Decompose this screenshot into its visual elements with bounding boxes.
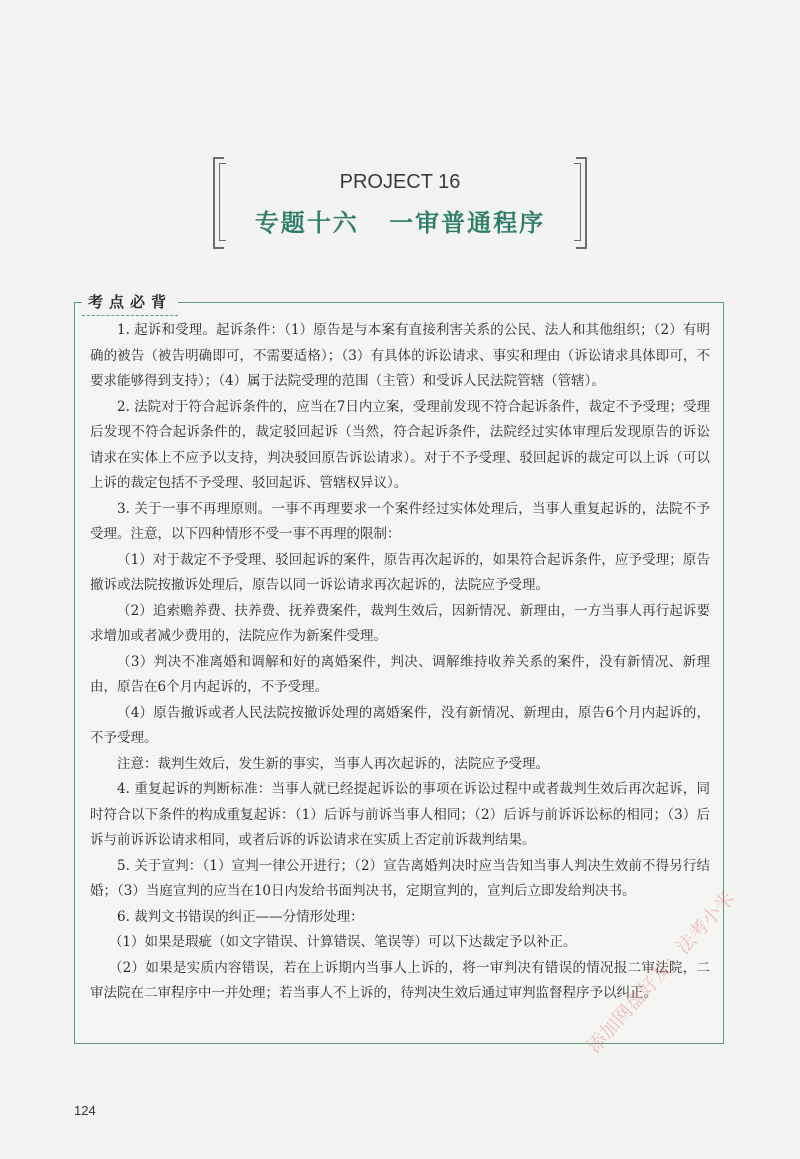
- paragraph: （3）判决不准离婚和调解和好的离婚案件，判决、调解维持收养关系的案件，没有新情况、新理由，原告在6个月内起诉的，不予受理。: [90, 653, 710, 695]
- paragraph: 注意：裁判生效后，发生新的事实，当事人再次起诉的，法院应予受理。: [117, 755, 549, 772]
- paragraph: 4. 重复起诉的判断标准：当事人就已经提起诉讼的事项在诉讼过程中或者裁判生效后再次起诉，同时符合以下条件的构成重复起诉：（1）后诉与前诉当事人相同；（2）后诉与前诉诉讼标的相同；（3）后诉与前诉诉讼请求相同，或者后诉的诉讼请求在实质上否定前诉裁判结果。: [90, 781, 710, 848]
- paragraph: （1）如果是瑕疵（如文字错误、计算错误、笔误等）可以下达裁定予以补正。: [108, 934, 577, 950]
- watermark-text: 添加网盘好友：法考小米: [582, 887, 740, 1058]
- paragraph: 3. 关于一事不再理原则。一事不再理要求一个案件经过实体处理后，当事人重复起诉的，法院不予受理。注意，以下四种情形不受一事不再理的限制：: [90, 500, 710, 542]
- paragraph: （4）原告撤诉或者人民法院按撤诉处理的离婚案件，没有新情况、新理由，原告6个月内起诉的，不予受理。: [90, 704, 710, 746]
- chapter-title-frame: [213, 157, 587, 245]
- paragraph: （2）如果是实质内容错误，若在上诉期内当事人上诉的，将一审判决有错误的情况报二审法院，二审法院在二审程序中一并处理；若当事人不上诉的，待判决生效后通过审判监督程序予以纠正。: [90, 959, 710, 1001]
- key-points-label: 考点必背: [82, 289, 178, 316]
- chapter-title: 专题十六 一审普通程序: [254, 209, 546, 237]
- key-points-content: [90, 318, 710, 1007]
- paragraph: （1）对于裁定不予受理、驳回起诉的案件，原告再次起诉的，如果符合起诉条件，应予受理；原告撤诉或法院按撤诉处理后，原告以同一诉讼请求再次起诉的，法院应予受理。: [90, 551, 710, 593]
- paragraph: （2）追索赡养费、扶养费、抚养费案件，裁判生效后，因新情况、新理由，一方当事人再行起诉要求增加或者减少费用的，法院应作为新案件受理。: [90, 602, 710, 644]
- paragraph: 2. 法院对于符合起诉条件的，应当在7日内立案，受理前发现不符合起诉条件，裁定不予受理；受理后发现不符合起诉条件的，裁定驳回起诉（当然，符合起诉条件，法院经过实体审理后发现原告的诉讼请求在实体上不应予以支持，判决驳回原告诉讼请求）。对于不予受理、驳回起诉的裁定可以上诉（可以上诉的裁定包括不予受理、驳回起诉、管辖权异议）。: [90, 398, 710, 491]
- paragraph: 5. 关于宣判：（1）宣判一律公开进行；（2）宣告离婚判决时应当告知当事人判决生效前不得另行结婚；（3）当庭宣判的应当在10日内发给书面判决书，定期宣判的，宣判后立即发给判决书。: [90, 857, 710, 899]
- paragraph: 6. 裁判文书错误的纠正——分情形处理：: [117, 908, 364, 925]
- project-label: PROJECT 16: [339, 171, 461, 193]
- page-number: 124: [74, 1103, 96, 1118]
- paragraph: 1. 起诉和受理。起诉条件：（1）原告是与本案有直接利害关系的公民、法人和其他组织；（2）有明确的被告（被告明确即可，不需要适格）；（3）有具体的诉讼请求、事实和理由（诉讼请求具体即可，不要求能够得到支持）；（4）属于法院受理的范围（主管）和受诉人民法院管辖（管辖）。: [90, 322, 710, 389]
